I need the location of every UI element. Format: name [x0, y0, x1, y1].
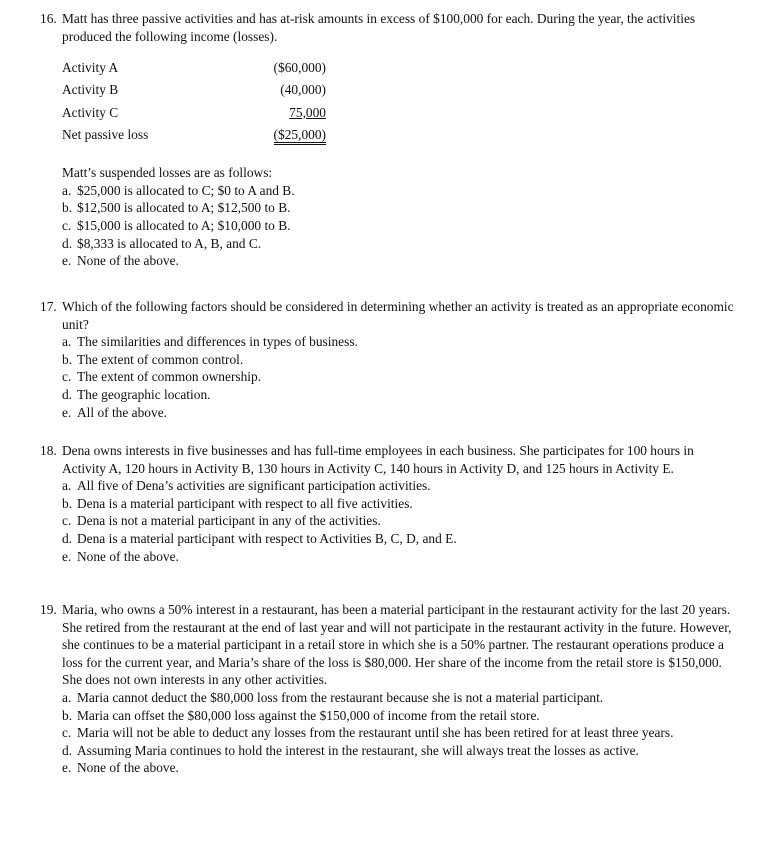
choice-letter: a.: [62, 689, 72, 705]
answer-choices: [62, 477, 740, 565]
answer-choice: [62, 182, 740, 200]
table-row: [62, 101, 326, 124]
choice-letter: c.: [62, 725, 72, 741]
choice-text: $25,000 is allocated to C; $0 to A and B.: [77, 182, 295, 198]
choice-letter: d.: [62, 235, 73, 251]
question-16: [40, 10, 740, 270]
answer-choice: [62, 495, 740, 513]
answer-choice: [62, 351, 740, 369]
answer-choice: [62, 235, 740, 253]
choice-text: Maria cannot deduct the $80,000 loss from the restaurant because she is not a material participant.: [77, 689, 604, 705]
activity-amount: (40,000): [280, 82, 326, 98]
question-18: [40, 442, 740, 565]
choice-text: Dena is a material participant with respect to all five activities.: [77, 495, 413, 511]
choice-letter: d.: [62, 386, 73, 402]
answer-choices: [62, 333, 740, 421]
activity-amount: ($60,000): [273, 59, 326, 75]
activity-label: Activity B: [62, 82, 119, 98]
table-row: [62, 79, 326, 102]
answer-choice: [62, 548, 740, 566]
choice-text: Maria can offset the $80,000 loss against the $150,000 of income from the retail store.: [77, 707, 540, 723]
choice-letter: b.: [62, 707, 73, 723]
question-text: Dena owns interests in five businesses and has full-time employees in each business. She participates for 100 hours in Activity A, 120 hours in Activity B, 130 hours in Activity C, 140 hours in Activity D, and 125 hours in Activity E.: [62, 443, 694, 476]
answer-choice: [62, 759, 740, 777]
answer-choice: [62, 689, 740, 707]
choice-letter: c.: [62, 369, 72, 385]
table-row: [62, 56, 326, 79]
income-loss-table: [62, 56, 326, 146]
question-number: 19.: [40, 602, 57, 617]
answer-choice: [62, 252, 740, 270]
choice-letter: a.: [62, 334, 72, 350]
answer-choice: [62, 199, 740, 217]
question-number: 16.: [40, 11, 57, 26]
choice-letter: b.: [62, 495, 73, 511]
choice-text: Dena is a material participant with respect to Activities B, C, D, and E.: [77, 530, 457, 546]
choice-letter: a.: [62, 478, 72, 494]
choice-letter: e.: [62, 253, 72, 269]
answer-choice: [62, 707, 740, 725]
answer-choice: [62, 724, 740, 742]
choice-text: None of the above.: [77, 760, 179, 776]
choice-letter: c.: [62, 513, 72, 529]
choice-text: Dena is not a material participant in any of the activities.: [77, 513, 381, 529]
choice-letter: c.: [62, 217, 72, 233]
choice-letter: d.: [62, 530, 73, 546]
choice-letter: b.: [62, 200, 73, 216]
answer-choices: [62, 689, 740, 777]
choice-text: Maria will not be able to deduct any losses from the restaurant until she has been retired for at least three years.: [77, 725, 674, 741]
table-row: [62, 124, 326, 147]
answer-choice: [62, 512, 740, 530]
answer-choice: [62, 217, 740, 235]
choice-letter: e.: [62, 404, 72, 420]
answer-choices: [62, 182, 740, 270]
choice-text: All five of Dena’s activities are significant participation activities.: [77, 478, 431, 494]
question-number: 18.: [40, 443, 57, 458]
answer-choice: [62, 404, 740, 422]
activity-label: Activity A: [62, 59, 119, 75]
choice-text: $15,000 is allocated to A; $10,000 to B.: [77, 217, 291, 233]
question-19: [40, 601, 740, 777]
choice-text: All of the above.: [77, 404, 167, 420]
activity-label: Activity C: [62, 104, 119, 120]
total-label: Net passive loss: [62, 127, 149, 143]
question-intro: Matt’s suspended losses are as follows:: [62, 165, 273, 181]
choice-letter: a.: [62, 182, 72, 198]
answer-choice: [62, 742, 740, 760]
answer-choice: [62, 386, 740, 404]
choice-text: None of the above.: [77, 548, 179, 564]
choice-letter: e.: [62, 760, 72, 776]
question-17: [40, 298, 740, 421]
choice-text: None of the above.: [77, 253, 179, 269]
question-text: Which of the following factors should be considered in determining whether an activity is treated as an appropriate economic unit?: [62, 299, 734, 332]
choice-text: The geographic location.: [77, 386, 211, 402]
answer-choice: [62, 477, 740, 495]
choice-text: The similarities and differences in types of business.: [77, 334, 358, 350]
answer-choice: [62, 530, 740, 548]
question-text: Maria, who owns a 50% interest in a restaurant, has been a material participant in the restaurant activity for the last 20 years. She retired from the restaurant at the end of last year and will not participate in the restaurant activity in the future. However, she continues to be a material participant in a retail store in which she is a 50% partner. The restaurant operations produce a loss for the current year, and Maria’s share of the loss is $80,000. Her share of the income from the retail store is $150,000. She does not own interests in any other activities.: [62, 602, 732, 688]
choice-text: $12,500 is allocated to A; $12,500 to B.: [77, 200, 291, 216]
total-amount: ($25,000): [274, 127, 326, 145]
activity-amount: 75,000: [289, 104, 326, 120]
choice-text: $8,333 is allocated to A, B, and C.: [77, 235, 262, 251]
choice-text: Assuming Maria continues to hold the interest in the restaurant, she will always treat the losses as active.: [77, 742, 639, 758]
answer-choice: [62, 368, 740, 386]
answer-choice: [62, 333, 740, 351]
question-text: Matt has three passive activities and has at-risk amounts in excess of $100,000 for each. During the year, the activities produced the following income (losses).: [62, 11, 696, 44]
choice-letter: d.: [62, 742, 73, 758]
choice-text: The extent of common ownership.: [77, 369, 262, 385]
choice-letter: b.: [62, 351, 73, 367]
question-number: 17.: [40, 299, 57, 314]
choice-text: The extent of common control.: [77, 351, 244, 367]
choice-letter: e.: [62, 548, 72, 564]
